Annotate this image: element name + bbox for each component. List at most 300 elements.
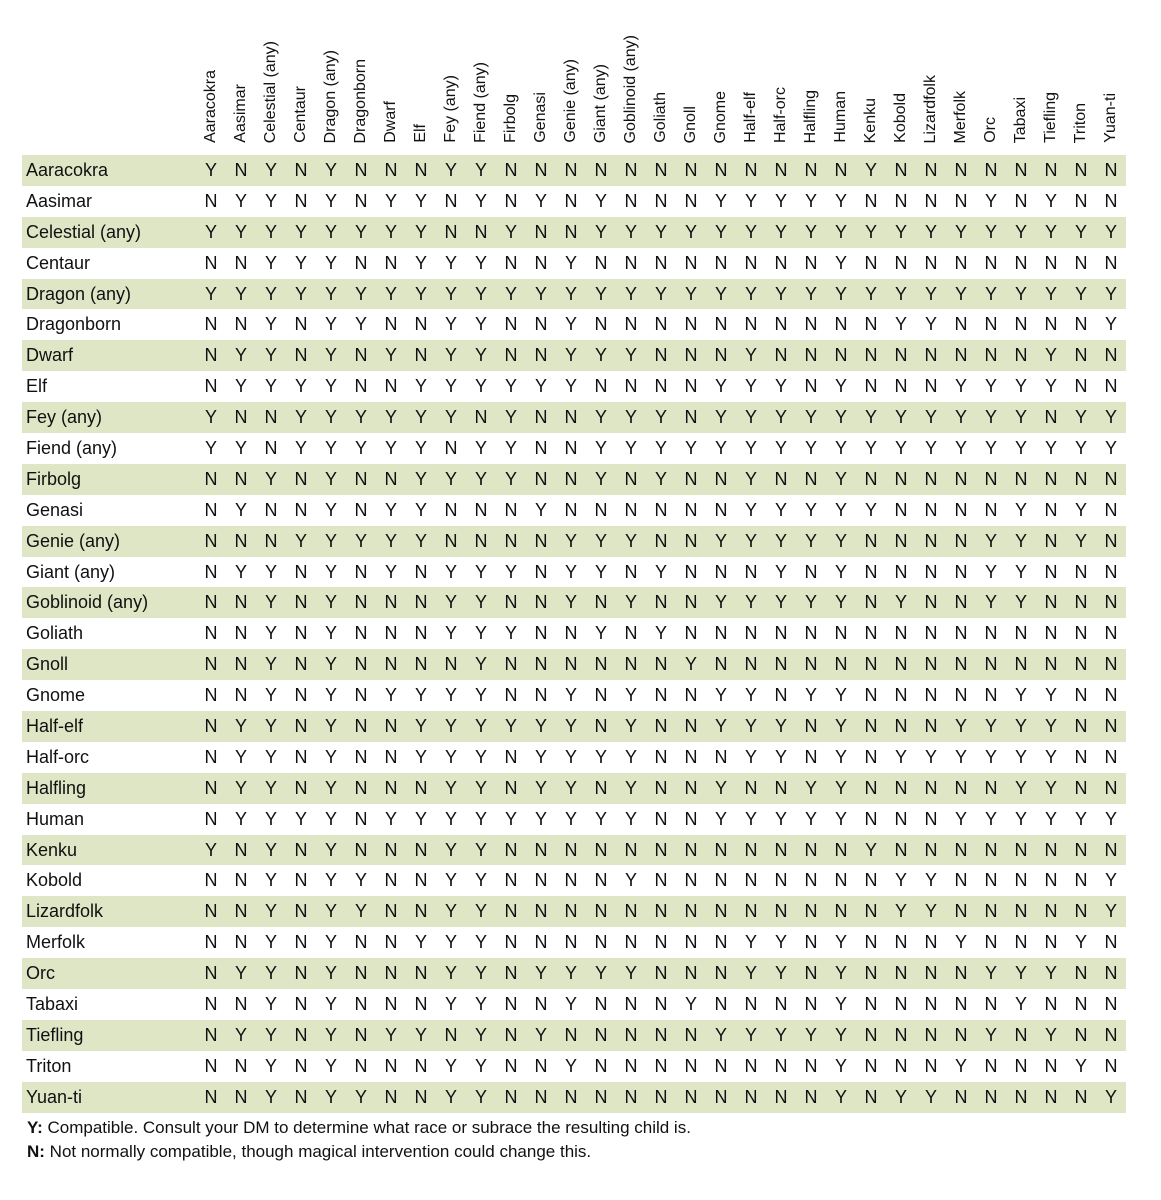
table-cell: N <box>234 1055 248 1076</box>
table-cell: Y <box>444 283 457 304</box>
table-cell: N <box>534 592 548 613</box>
table-cell: N <box>354 1024 368 1045</box>
table-cell: N <box>684 252 698 273</box>
table-cell: N <box>1104 839 1118 860</box>
table-cell: Y <box>504 221 517 242</box>
table-cell: N <box>684 530 698 551</box>
table-cell: Y <box>204 283 217 304</box>
table-cell: N <box>924 685 938 706</box>
table-cell: N <box>594 654 608 675</box>
column-header-label: Elf <box>412 124 429 143</box>
table-cell: Y <box>984 808 997 829</box>
table-cell: Y <box>624 530 637 551</box>
table-cell: Y <box>804 685 817 706</box>
column-header-label: Halfling <box>802 89 819 143</box>
table-cell: Y <box>804 530 817 551</box>
table-cell: Y <box>864 283 877 304</box>
table-cell: N <box>384 252 398 273</box>
table-cell: N <box>534 654 548 675</box>
table-cell: Y <box>324 499 337 520</box>
table-cell: N <box>804 963 818 984</box>
table-cell: N <box>354 252 368 273</box>
table-cell: Y <box>444 685 457 706</box>
table-cell: N <box>924 777 938 798</box>
table-cell: Y <box>744 592 757 613</box>
table-cell: N <box>894 376 908 397</box>
table-cell: N <box>864 654 878 675</box>
table-cell: Y <box>744 407 757 428</box>
table-cell: N <box>204 1086 218 1107</box>
table-cell: Y <box>624 963 637 984</box>
table-cell: N <box>864 530 878 551</box>
table-cell: Y <box>984 190 997 211</box>
table-cell: Y <box>594 437 607 458</box>
table-cell: Y <box>504 437 517 458</box>
table-cell: N <box>1044 499 1058 520</box>
table-cell: Y <box>324 654 337 675</box>
table-cell: Y <box>234 808 247 829</box>
table-cell: Y <box>894 407 907 428</box>
column-header <box>436 0 466 155</box>
table-cell: Y <box>264 221 277 242</box>
table-cell: Y <box>924 1086 937 1107</box>
table-cell: Y <box>864 407 877 428</box>
legend-yes-key: Y: <box>27 1118 43 1137</box>
table-cell: Y <box>264 314 277 335</box>
table-cell: Y <box>774 963 787 984</box>
table-cell: N <box>1044 839 1058 860</box>
table-cell: Y <box>354 314 367 335</box>
table-cell: Y <box>654 221 667 242</box>
column-header <box>316 0 346 155</box>
table-cell: Y <box>1044 283 1057 304</box>
table-cell: Y <box>414 437 427 458</box>
table-cell: Y <box>924 901 937 922</box>
table-cell: Y <box>474 314 487 335</box>
table-cell: N <box>354 592 368 613</box>
table-cell: N <box>954 468 968 489</box>
table-cell: Y <box>1104 407 1117 428</box>
row-header: Kobold <box>26 870 83 891</box>
table-cell: N <box>804 870 818 891</box>
table-cell: N <box>984 1055 998 1076</box>
table-cell: N <box>564 901 578 922</box>
table-cell: Y <box>744 468 757 489</box>
table-cell: N <box>264 407 278 428</box>
table-cell: Y <box>924 437 937 458</box>
table-cell: N <box>1104 932 1118 953</box>
table-cell: N <box>654 777 668 798</box>
table-cell: N <box>924 963 938 984</box>
table-cell: N <box>954 870 968 891</box>
table-cell: N <box>654 715 668 736</box>
table-cell: Y <box>564 252 577 273</box>
table-cell: N <box>984 993 998 1014</box>
table-cell: N <box>504 592 518 613</box>
table-cell: Y <box>474 685 487 706</box>
table-cell: N <box>1074 314 1088 335</box>
table-cell: N <box>1044 314 1058 335</box>
table-cell: Y <box>264 561 277 582</box>
table-cell: N <box>954 190 968 211</box>
table-cell: N <box>684 376 698 397</box>
row-header: Half-elf <box>26 715 84 736</box>
table-cell: N <box>894 777 908 798</box>
table-cell: N <box>684 839 698 860</box>
table-row <box>22 371 1126 402</box>
table-body <box>22 155 1126 1113</box>
table-cell: N <box>684 1024 698 1045</box>
table-row <box>22 587 1126 618</box>
table-cell: N <box>594 1055 608 1076</box>
table-cell: N <box>714 561 728 582</box>
table-cell: Y <box>474 746 487 767</box>
table-row <box>22 1020 1126 1051</box>
table-cell: Y <box>624 345 637 366</box>
table-cell: Y <box>444 839 457 860</box>
column-header-label: Half-elf <box>742 92 759 143</box>
table-cell: N <box>1044 623 1058 644</box>
table-cell: N <box>414 839 428 860</box>
table-cell: Y <box>834 993 847 1014</box>
table-cell: N <box>594 376 608 397</box>
table-cell: Y <box>984 530 997 551</box>
table-cell: N <box>594 870 608 891</box>
table-cell: Y <box>984 221 997 242</box>
table-cell: N <box>1044 561 1058 582</box>
table-row <box>22 711 1126 742</box>
table-cell: N <box>444 499 458 520</box>
table-cell: N <box>1074 1024 1088 1045</box>
table-cell: Y <box>264 283 277 304</box>
column-header <box>616 0 646 155</box>
table-cell: N <box>744 623 758 644</box>
table-cell: Y <box>1014 437 1027 458</box>
table-cell: Y <box>1014 221 1027 242</box>
table-cell: N <box>744 777 758 798</box>
table-row <box>22 402 1126 433</box>
table-cell: N <box>444 654 458 675</box>
table-cell: Y <box>534 190 547 211</box>
table-cell: Y <box>504 623 517 644</box>
table-cell: N <box>654 839 668 860</box>
row-header: Tabaxi <box>26 993 79 1014</box>
table-cell: N <box>954 345 968 366</box>
table-cell: Y <box>1044 777 1057 798</box>
table-cell: N <box>594 839 608 860</box>
column-header-label: Centaur <box>292 86 309 143</box>
table-cell: N <box>204 592 218 613</box>
table-cell: N <box>294 839 308 860</box>
table-cell: Y <box>1104 221 1117 242</box>
column-header-label: Gnoll <box>682 105 699 143</box>
table-cell: N <box>354 932 368 953</box>
table-cell: N <box>534 407 548 428</box>
row-header: Elf <box>26 376 48 397</box>
table-cell: Y <box>954 932 967 953</box>
table-row <box>22 248 1126 279</box>
table-cell: N <box>414 870 428 891</box>
table-cell: N <box>594 1024 608 1045</box>
table-cell: N <box>624 376 638 397</box>
table-cell: Y <box>204 839 217 860</box>
table-cell: N <box>1014 1024 1028 1045</box>
table-cell: N <box>774 1055 788 1076</box>
table-cell: N <box>294 314 308 335</box>
table-cell: Y <box>954 283 967 304</box>
table-cell: Y <box>474 839 487 860</box>
table-cell: Y <box>264 777 277 798</box>
table-row <box>22 773 1126 804</box>
table-cell: N <box>894 993 908 1014</box>
table-cell: Y <box>564 561 577 582</box>
table-cell: N <box>354 685 368 706</box>
table-cell: Y <box>1044 963 1057 984</box>
table-cell: N <box>924 993 938 1014</box>
table-cell: N <box>354 499 368 520</box>
column-header-label: Triton <box>1072 102 1089 143</box>
table-cell: N <box>474 407 488 428</box>
table-cell: Y <box>294 530 307 551</box>
table-cell: Y <box>354 407 367 428</box>
table-cell: Y <box>234 561 247 582</box>
table-cell: Y <box>264 1024 277 1045</box>
table-cell: N <box>654 993 668 1014</box>
table-cell: N <box>954 993 968 1014</box>
table-cell: Y <box>474 252 487 273</box>
table-cell: N <box>594 901 608 922</box>
table-cell: Y <box>264 623 277 644</box>
table-cell: N <box>534 1086 548 1107</box>
table-cell: N <box>654 499 668 520</box>
table-cell: N <box>744 1055 758 1076</box>
table-cell: Y <box>774 1024 787 1045</box>
table-cell: Y <box>384 499 397 520</box>
table-cell: N <box>594 993 608 1014</box>
table-cell: N <box>354 345 368 366</box>
table-cell: Y <box>414 499 427 520</box>
table-cell: Y <box>834 283 847 304</box>
table-cell: N <box>894 1055 908 1076</box>
table-cell: N <box>504 777 518 798</box>
table-cell: N <box>684 1055 698 1076</box>
column-header <box>196 0 226 155</box>
table-cell: Y <box>744 932 757 953</box>
table-cell: Y <box>264 746 277 767</box>
table-row <box>22 433 1126 464</box>
table-cell: N <box>924 530 938 551</box>
table-cell: N <box>354 808 368 829</box>
table-cell: Y <box>654 407 667 428</box>
table-cell: N <box>384 993 398 1014</box>
table-cell: Y <box>834 190 847 211</box>
table-cell: N <box>714 870 728 891</box>
table-cell: Y <box>384 530 397 551</box>
table-cell: N <box>534 437 548 458</box>
table-cell: N <box>294 777 308 798</box>
table-cell: N <box>414 623 428 644</box>
table-cell: Y <box>354 1086 367 1107</box>
legend-yes-text: Compatible. Consult your DM to determine what race or subrace the resulting child is. <box>42 1118 691 1137</box>
table-cell: N <box>714 963 728 984</box>
table-cell: Y <box>264 963 277 984</box>
table-cell: Y <box>264 252 277 273</box>
table-cell: N <box>234 839 248 860</box>
table-cell: Y <box>594 530 607 551</box>
row-header: Gnome <box>26 685 86 706</box>
table-cell: Y <box>564 283 577 304</box>
table-cell: N <box>894 190 908 211</box>
column-header-label: Aasimar <box>232 84 249 143</box>
table-cell: Y <box>444 746 457 767</box>
table-cell: Y <box>744 345 757 366</box>
table-cell: N <box>744 870 758 891</box>
column-header <box>1066 0 1096 155</box>
table-cell: N <box>504 314 518 335</box>
table-cell: N <box>204 1055 218 1076</box>
table-cell: Y <box>414 468 427 489</box>
table-cell: N <box>774 345 788 366</box>
table-cell: N <box>744 159 758 180</box>
table-cell: N <box>684 314 698 335</box>
table-cell: N <box>654 592 668 613</box>
table-cell: Y <box>924 870 937 891</box>
table-cell: N <box>534 993 548 1014</box>
row-header: Genie (any) <box>26 530 121 551</box>
table-cell: Y <box>774 221 787 242</box>
table-cell: N <box>294 623 308 644</box>
table-cell: Y <box>624 407 637 428</box>
table-cell: N <box>204 963 218 984</box>
table-cell: Y <box>324 993 337 1014</box>
table-cell: Y <box>804 190 817 211</box>
table-cell: Y <box>924 283 937 304</box>
column-header-label: Lizardfolk <box>922 74 939 143</box>
column-header-label: Celestial (any) <box>262 40 279 143</box>
table-cell: N <box>354 561 368 582</box>
table-cell: Y <box>1014 777 1027 798</box>
table-cell: N <box>1104 777 1118 798</box>
table-row <box>22 155 1126 186</box>
table-cell: N <box>1044 407 1058 428</box>
table-cell: N <box>954 839 968 860</box>
table-cell: N <box>864 345 878 366</box>
table-cell: Y <box>324 1055 337 1076</box>
table-cell: Y <box>564 963 577 984</box>
table-cell: Y <box>564 592 577 613</box>
table-cell: N <box>354 376 368 397</box>
table-cell: Y <box>804 283 817 304</box>
table-cell: Y <box>804 221 817 242</box>
table-cell: Y <box>1074 530 1087 551</box>
table-row <box>22 279 1126 310</box>
table-cell: Y <box>264 932 277 953</box>
table-cell: N <box>654 345 668 366</box>
table-cell: N <box>534 870 548 891</box>
row-header: Dragonborn <box>26 314 122 335</box>
column-header-label: Dragon (any) <box>322 49 339 143</box>
table-cell: Y <box>444 870 457 891</box>
table-cell: N <box>564 499 578 520</box>
table-cell: N <box>984 468 998 489</box>
table-cell: N <box>774 870 788 891</box>
table-cell: Y <box>264 685 277 706</box>
table-cell: N <box>534 314 548 335</box>
table-cell: Y <box>954 221 967 242</box>
table-cell: N <box>1074 159 1088 180</box>
table-cell: N <box>204 932 218 953</box>
row-header: Giant (any) <box>26 561 116 582</box>
table-cell: N <box>444 1024 458 1045</box>
table-cell: N <box>414 1055 428 1076</box>
table-cell: N <box>624 314 638 335</box>
table-cell: N <box>624 1024 638 1045</box>
table-cell: Y <box>624 685 637 706</box>
table-cell: N <box>924 159 938 180</box>
table-cell: N <box>564 1086 578 1107</box>
table-cell: Y <box>324 252 337 273</box>
table-cell: Y <box>1014 715 1027 736</box>
table-cell: N <box>714 468 728 489</box>
table-cell: N <box>294 685 308 706</box>
table-row <box>22 526 1126 557</box>
table-cell: Y <box>654 468 667 489</box>
table-cell: Y <box>354 901 367 922</box>
table-cell: N <box>834 901 848 922</box>
table-cell: N <box>954 314 968 335</box>
table-cell: N <box>864 746 878 767</box>
table-cell: Y <box>474 1024 487 1045</box>
table-cell: N <box>654 685 668 706</box>
table-cell: N <box>1104 623 1118 644</box>
table-cell: N <box>534 839 548 860</box>
table-cell: Y <box>264 1086 277 1107</box>
table-cell: N <box>894 252 908 273</box>
table-cell: N <box>354 190 368 211</box>
table-cell: Y <box>954 808 967 829</box>
row-header: Kenku <box>26 839 78 860</box>
table-cell: N <box>504 159 518 180</box>
table-cell: Y <box>324 685 337 706</box>
table-cell: N <box>654 376 668 397</box>
table-cell: N <box>294 901 308 922</box>
table-cell: Y <box>774 499 787 520</box>
table-cell: Y <box>234 283 247 304</box>
compatibility-table <box>22 0 1126 1113</box>
table-cell: Y <box>954 407 967 428</box>
table-cell: N <box>954 685 968 706</box>
table-cell: N <box>594 1086 608 1107</box>
column-header <box>496 0 526 155</box>
row-header: Tiefling <box>26 1024 84 1045</box>
table-cell: Y <box>294 437 307 458</box>
table-cell: N <box>834 870 848 891</box>
column-header-label: Human <box>832 91 849 143</box>
table-cell: Y <box>624 777 637 798</box>
column-header-label: Tabaxi <box>1012 96 1029 143</box>
table-cell: N <box>504 870 518 891</box>
table-cell: N <box>1044 592 1058 613</box>
table-cell: N <box>684 561 698 582</box>
table-row <box>22 495 1126 526</box>
table-cell: Y <box>804 437 817 458</box>
table-cell: Y <box>294 221 307 242</box>
table-cell: N <box>474 499 488 520</box>
table-cell: Y <box>834 932 847 953</box>
table-cell: N <box>384 314 398 335</box>
table-cell: Y <box>474 283 487 304</box>
table-cell: N <box>864 901 878 922</box>
